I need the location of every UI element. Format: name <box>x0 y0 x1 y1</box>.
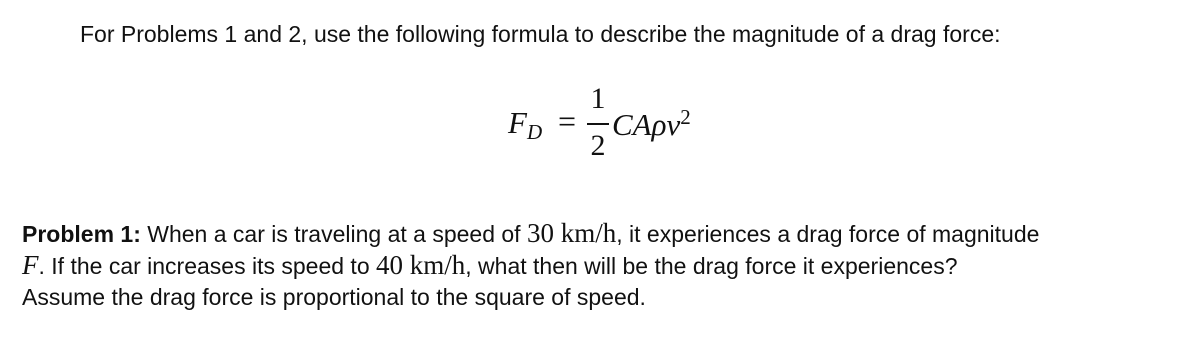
problem-1-label: Problem 1: <box>22 221 141 247</box>
problem-1-speed-1: 30 km/h <box>526 218 617 248</box>
formula-rhs-exponent: 2 <box>680 105 691 129</box>
formula-fraction-bar <box>587 123 609 125</box>
formula-lhs-subscript: D <box>526 120 543 144</box>
problem-1-text-d: , what then will be the drag force it experiences? <box>465 253 958 279</box>
formula-equals: = <box>558 103 577 139</box>
problem-1-text-e: Assume the drag force is proportional to the square of speed. <box>22 284 646 310</box>
formula-lhs-symbol: F <box>508 105 527 140</box>
formula-numerator: 1 <box>590 82 606 115</box>
formula-denominator: 2 <box>590 129 606 162</box>
problem-1 <box>22 218 1182 313</box>
problem-1-force-symbol: F <box>22 250 39 280</box>
problem-1-text-b: , it experiences a drag force of magnitude <box>616 221 1040 247</box>
problem-1-text-c: . If the car increases its speed to <box>38 253 376 279</box>
formula-rhs <box>612 105 691 143</box>
formula-lhs <box>508 105 542 145</box>
intro-text: For Problems 1 and 2, use the following formula to describe the magnitude of a drag force: <box>80 21 1001 47</box>
problem-1-text-a: When a car is traveling at a speed of <box>140 221 527 247</box>
problem-1-speed-2: 40 km/h <box>376 250 466 280</box>
formula-fraction <box>587 82 609 162</box>
formula-rhs-terms: CAρv <box>612 107 681 142</box>
